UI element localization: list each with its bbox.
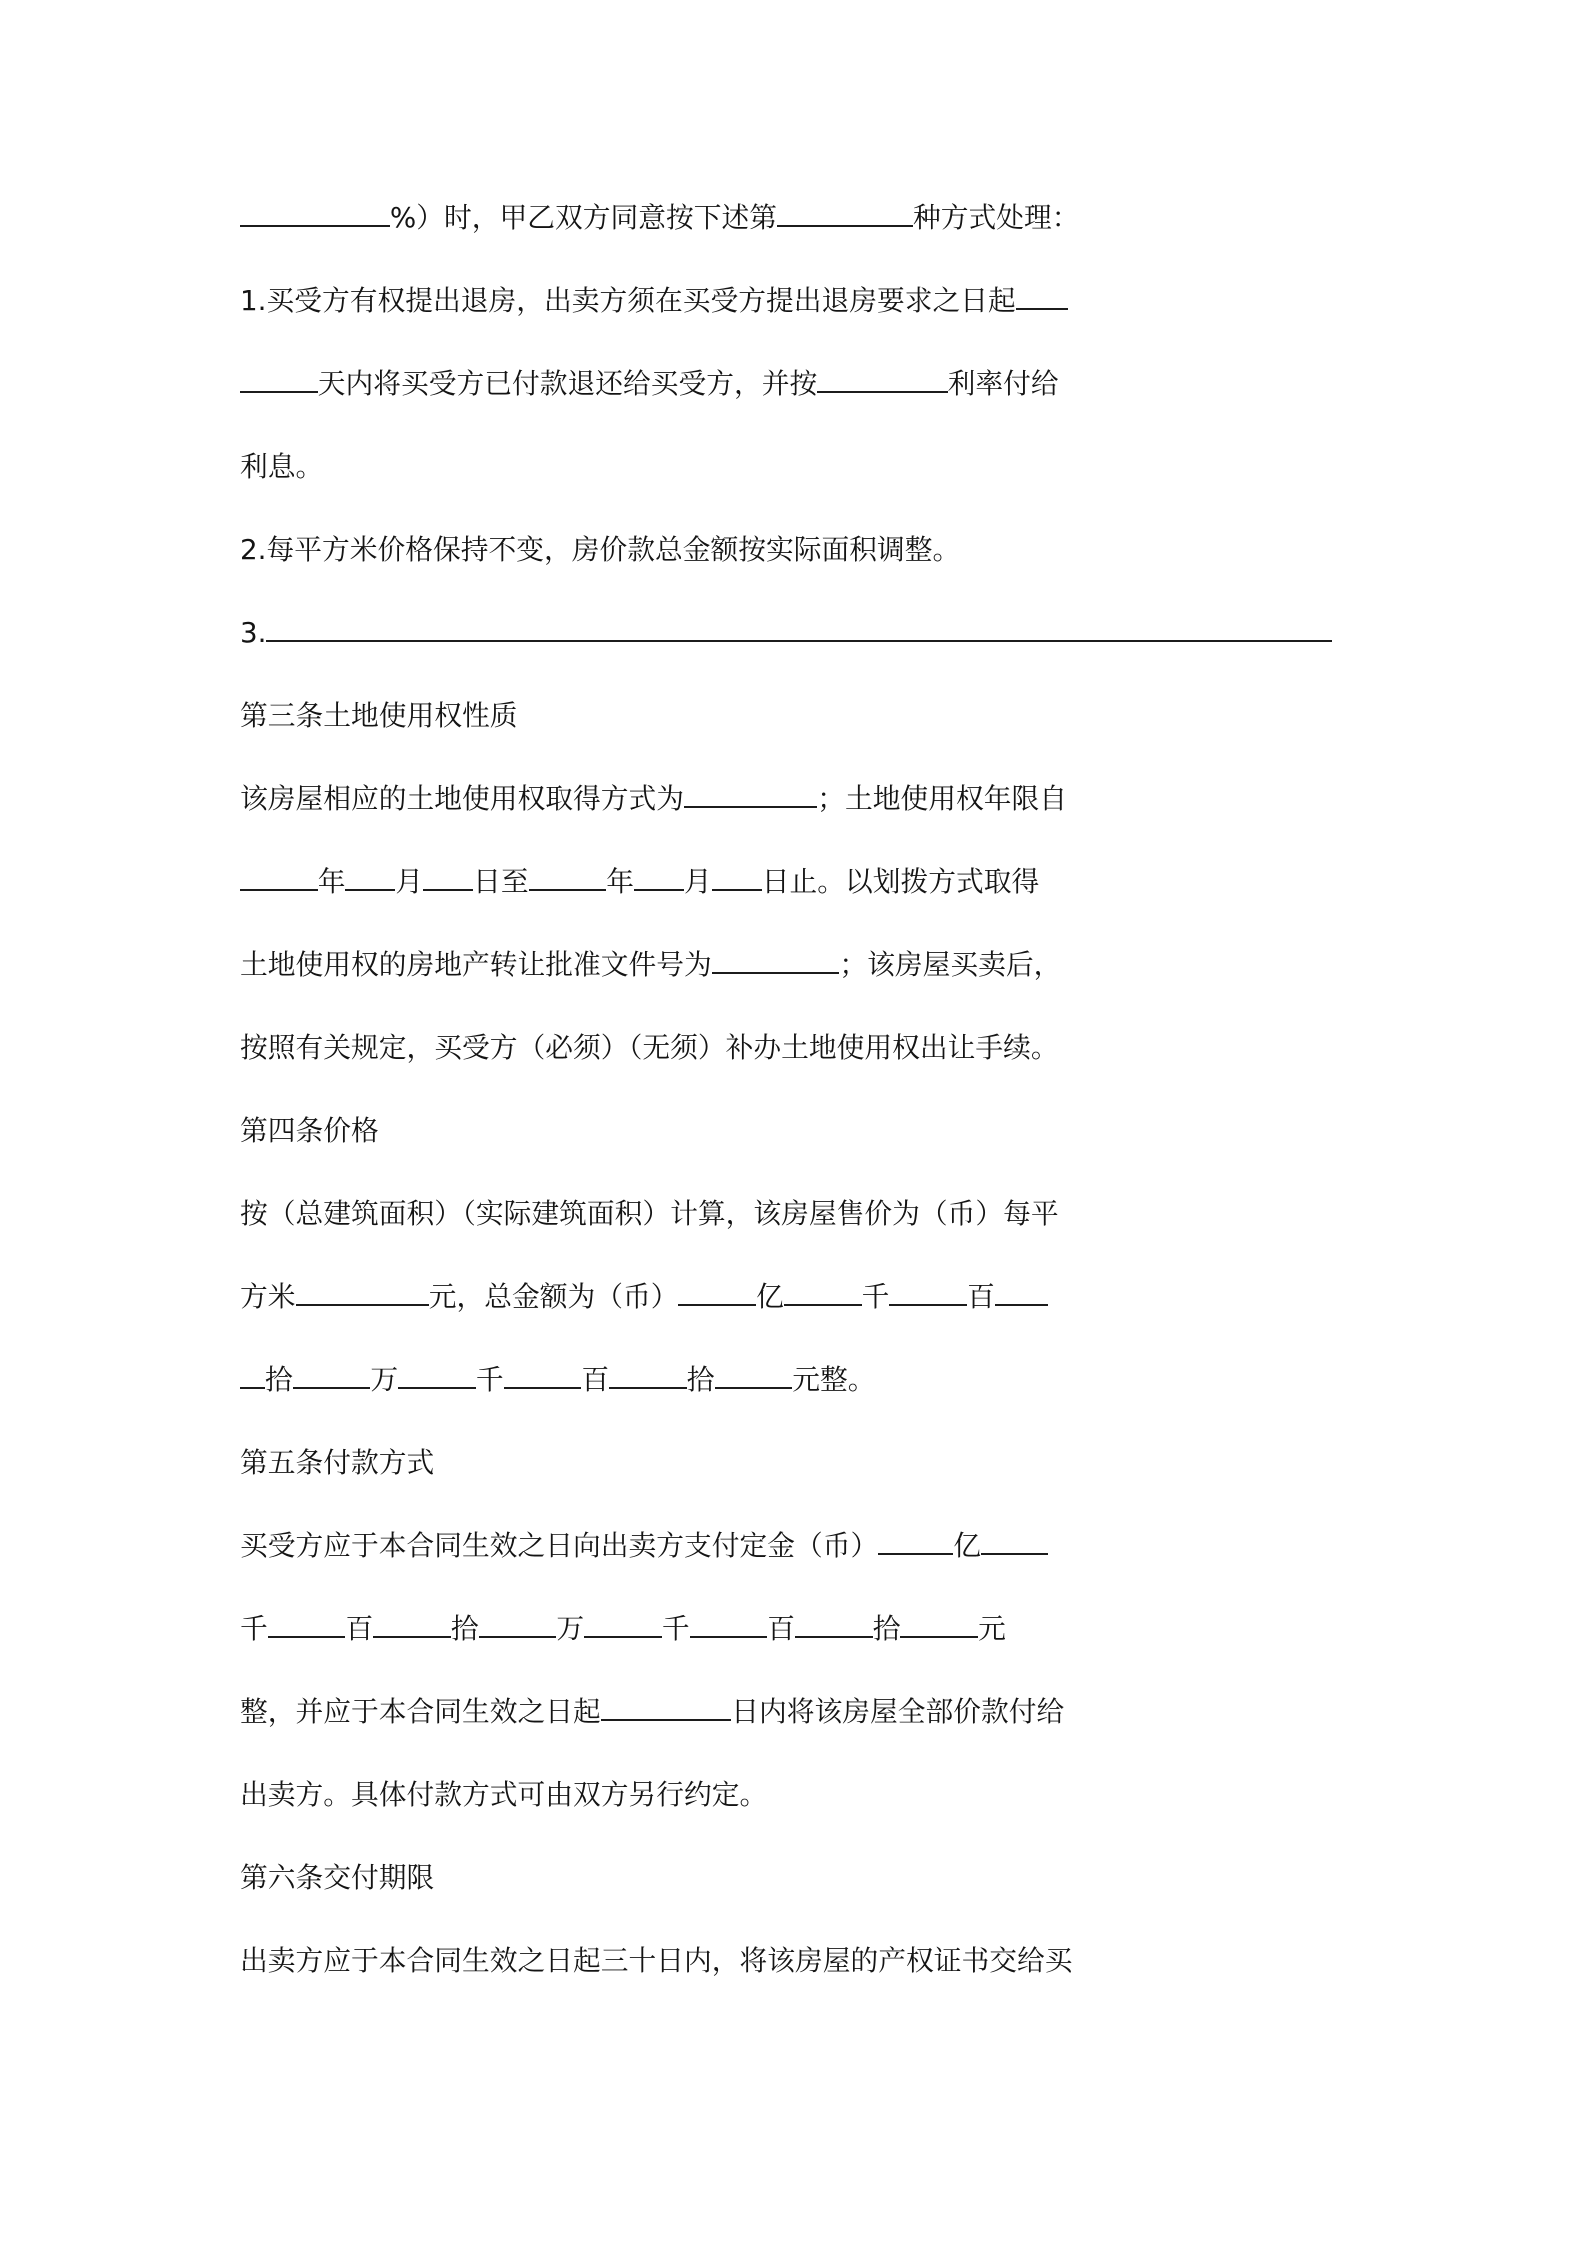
blank-deposit-yi[interactable] [878, 1529, 953, 1555]
line-21-heading-article-6 [240, 1858, 1350, 1898]
blank-deposit-yuan[interactable] [900, 1612, 978, 1638]
text: 按照有关规定，买受方（必须）（无须）补办土地使用权出让手续。 [240, 1031, 1059, 1064]
blank-deposit-shi[interactable] [373, 1612, 451, 1638]
blank-total-yi[interactable] [678, 1280, 756, 1306]
blank-other-method[interactable] [266, 616, 1332, 642]
blank-total-yuan[interactable] [715, 1363, 793, 1389]
text: 拾 [872, 1612, 901, 1645]
blank-total-qian-2[interactable] [398, 1363, 476, 1389]
text: 按（总建筑面积）（实际建筑面积）计算，该房屋售价为（币）每平 [240, 1197, 1059, 1230]
article-heading: 第三条土地使用权性质 [240, 699, 518, 732]
line-18 [240, 1609, 1350, 1649]
blank-refund-days-part2[interactable] [240, 367, 318, 393]
text: 种方式处理： [912, 201, 1080, 234]
blank-total-shi-2[interactable] [609, 1363, 687, 1389]
text: 百 [581, 1363, 610, 1396]
line-13 [240, 1194, 1350, 1234]
blank-deposit-qian-2[interactable] [584, 1612, 662, 1638]
text: 方米 [240, 1280, 296, 1313]
blank-percent[interactable] [240, 201, 390, 227]
blank-deposit-bai[interactable] [268, 1612, 346, 1638]
text: 利息。 [240, 450, 324, 483]
blank-total-shi-part1[interactable] [995, 1280, 1048, 1306]
line-9 [240, 862, 1350, 902]
text: 千 [661, 1612, 690, 1645]
blank-approval-document-number[interactable] [712, 948, 840, 974]
line-16-heading-article-5 [240, 1443, 1350, 1483]
text: ；该房屋买卖后， [839, 948, 1062, 981]
blank-refund-days-part1[interactable] [1016, 284, 1069, 310]
text: 出卖方应于本合同生效之日起三十日内，将该房屋的产权证书交给买 [240, 1944, 1073, 1977]
text: 买受方应于本合同生效之日向出卖方支付定金（币） [240, 1529, 879, 1562]
blank-payment-days[interactable] [601, 1695, 731, 1721]
text: 千 [861, 1280, 890, 1313]
line-15 [240, 1360, 1350, 1400]
blank-start-year[interactable] [240, 865, 318, 891]
blank-land-acquisition-method[interactable] [684, 782, 817, 808]
text: 拾 [264, 1363, 293, 1396]
blank-end-day[interactable] [712, 865, 762, 891]
text: 年 [317, 865, 346, 898]
line-5 [240, 530, 1350, 570]
text: 亿 [756, 1280, 784, 1313]
blank-deposit-qian-part1[interactable] [981, 1529, 1048, 1555]
article-heading: 第四条价格 [240, 1114, 379, 1147]
line-20 [240, 1775, 1350, 1815]
line-4 [240, 447, 1350, 487]
text: 元，总金额为（币） [428, 1280, 679, 1313]
line-12-heading-article-4 [240, 1111, 1350, 1151]
text: 天内将买受方已付款退还给买受方，并按 [317, 367, 818, 400]
text: 百 [767, 1612, 796, 1645]
text: 千 [240, 1612, 268, 1645]
text: 日止。以划拨方式取得 [761, 865, 1040, 898]
text: 年 [606, 865, 635, 898]
blank-unit-price[interactable] [296, 1280, 429, 1306]
text: 日内将该房屋全部价款付给 [731, 1695, 1065, 1728]
blank-total-qian[interactable] [784, 1280, 862, 1306]
text: 百 [967, 1280, 995, 1313]
text: ；土地使用权年限自 [817, 782, 1067, 815]
blank-deposit-bai-2[interactable] [690, 1612, 768, 1638]
line-17 [240, 1526, 1350, 1566]
line-8 [240, 779, 1350, 819]
text: 万 [556, 1612, 585, 1645]
line-14 [240, 1277, 1350, 1317]
blank-total-shi-part2[interactable] [240, 1363, 265, 1389]
blank-total-bai-2[interactable] [504, 1363, 582, 1389]
line-7-heading-article-3 [240, 696, 1350, 736]
text: 该房屋相应的土地使用权取得方式为 [240, 782, 685, 815]
line-2 [240, 281, 1350, 321]
text: 3. [240, 616, 267, 649]
blank-method-number[interactable] [777, 201, 913, 227]
blank-start-month[interactable] [345, 865, 395, 891]
text: 出卖方。具体付款方式可由双方另行约定。 [240, 1778, 768, 1811]
blank-total-wan[interactable] [293, 1363, 371, 1389]
text: 利率付给 [947, 367, 1059, 400]
article-heading: 第六条交付期限 [240, 1861, 435, 1894]
text: 2.每平方米价格保持不变，房价款总金额按实际面积调整。 [240, 533, 961, 566]
text: 日至 [473, 865, 529, 898]
text: 月 [684, 865, 712, 898]
text: 千 [475, 1363, 504, 1396]
text: 整，并应于本合同生效之日起 [240, 1695, 601, 1728]
blank-deposit-wan[interactable] [479, 1612, 557, 1638]
blank-end-month[interactable] [634, 865, 684, 891]
text: 拾 [450, 1612, 479, 1645]
text: 土地使用权的房地产转让批准文件号为 [240, 948, 712, 981]
text: 万 [370, 1363, 399, 1396]
text: 月 [395, 865, 424, 898]
text: 1.买受方有权提出退房，出卖方须在买受方提出退房要求之日起 [240, 284, 1016, 317]
blank-end-year[interactable] [529, 865, 607, 891]
text: %）时，甲乙双方同意按下述第 [389, 201, 777, 234]
text: 元整。 [792, 1363, 876, 1396]
line-19 [240, 1692, 1350, 1732]
text: 百 [345, 1612, 374, 1645]
line-6 [240, 613, 1350, 653]
line-3 [240, 364, 1350, 404]
line-22 [240, 1941, 1350, 1981]
line-11 [240, 1028, 1350, 1068]
blank-deposit-shi-2[interactable] [795, 1612, 873, 1638]
blank-total-bai[interactable] [889, 1280, 967, 1306]
blank-start-day[interactable] [423, 865, 473, 891]
text: 亿 [953, 1529, 981, 1562]
line-1 [240, 198, 1350, 238]
line-10 [240, 945, 1350, 985]
blank-interest-rate[interactable] [817, 367, 947, 393]
text: 拾 [686, 1363, 715, 1396]
text: 元 [978, 1612, 1006, 1645]
article-heading: 第五条付款方式 [240, 1446, 435, 1479]
